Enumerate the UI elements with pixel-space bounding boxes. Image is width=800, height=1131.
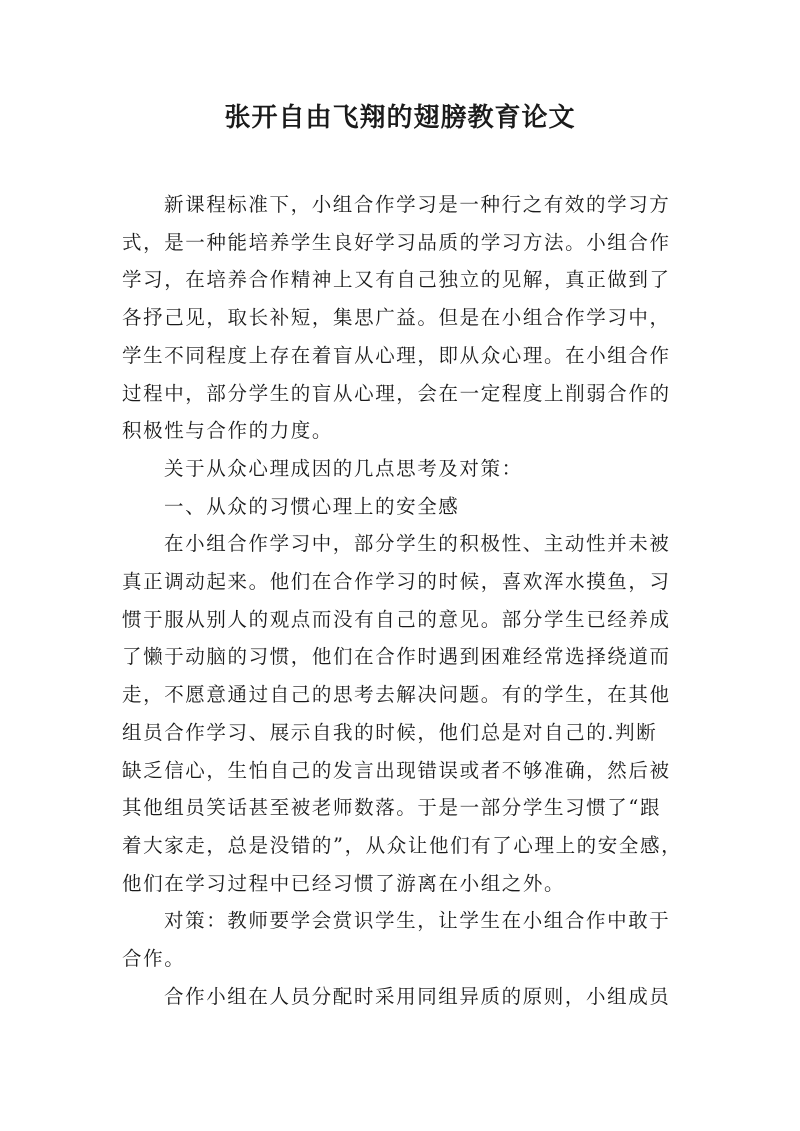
text-line: 组员合作学习、展示自我的时候，他们总是对自己的.判断 bbox=[122, 720, 658, 744]
text-line: 真正调动起来。他们在合作学习的时候，喜欢浑水摸鱼，习 bbox=[122, 570, 671, 594]
text-line: 了懒于动脑的习惯，他们在合作时遇到困难经常选择绕道而 bbox=[122, 645, 671, 669]
text-line: 在小组合作学习中，部分学生的积极性、主动性并未被 bbox=[164, 532, 671, 556]
text-line: 合作小组在人员分配时采用同组异质的原则，小组成员 bbox=[164, 984, 671, 1008]
text-line: 合作。 bbox=[122, 947, 186, 971]
document-body bbox=[122, 186, 682, 1015]
text-line: 各抒己见，取长补短，集思广益。但是在小组合作学习中， bbox=[122, 306, 671, 330]
text-line: 新课程标准下，小组合作学习是一种行之有效的学习方 bbox=[164, 193, 671, 216]
text-line: 学生不同程度上存在着盲从心理，即从众心理。在小组合作 bbox=[122, 343, 671, 367]
text-line: 积极性与合作的力度。 bbox=[122, 419, 334, 443]
text-line: 着大家走，总是没错的”，从众让他们有了心理上的安全感， bbox=[122, 833, 683, 857]
text-line: 学习，在培养合作精神上又有自己独立的见解，真正做到了 bbox=[122, 268, 671, 292]
document-title: 张开自由飞翔的翅膀教育论文 bbox=[224, 103, 576, 133]
text-line: 走，不愿意通过自己的思考去解决问题。有的学生，在其他 bbox=[122, 683, 671, 707]
text-line: 缺乏信心，生怕自己的发言出现错误或者不够准确，然后被 bbox=[122, 758, 671, 782]
text-line: 式，是一种能培养学生良好学习品质的学习方法。小组合作 bbox=[122, 230, 671, 254]
text-line: 过程中，部分学生的盲从心理，会在一定程度上削弱合作的 bbox=[122, 381, 671, 405]
text-line: 惯于服从别人的观点而没有自己的意见。部分学生已经养成 bbox=[122, 607, 671, 631]
text-line: 关于从众心理成因的几点思考及对策： bbox=[164, 456, 523, 480]
text-line: 对策：教师要学会赏识学生，让学生在小组合作中敢于 bbox=[164, 909, 671, 933]
section-heading: 一、从众的习惯心理上的安全感 bbox=[164, 494, 460, 518]
text-line: 他们在学习过程中已经习惯了游离在小组之外。 bbox=[122, 871, 566, 895]
text-line: 其他组员笑话甚至被老师数落。于是一部分学生习惯了“跟 bbox=[122, 796, 662, 820]
